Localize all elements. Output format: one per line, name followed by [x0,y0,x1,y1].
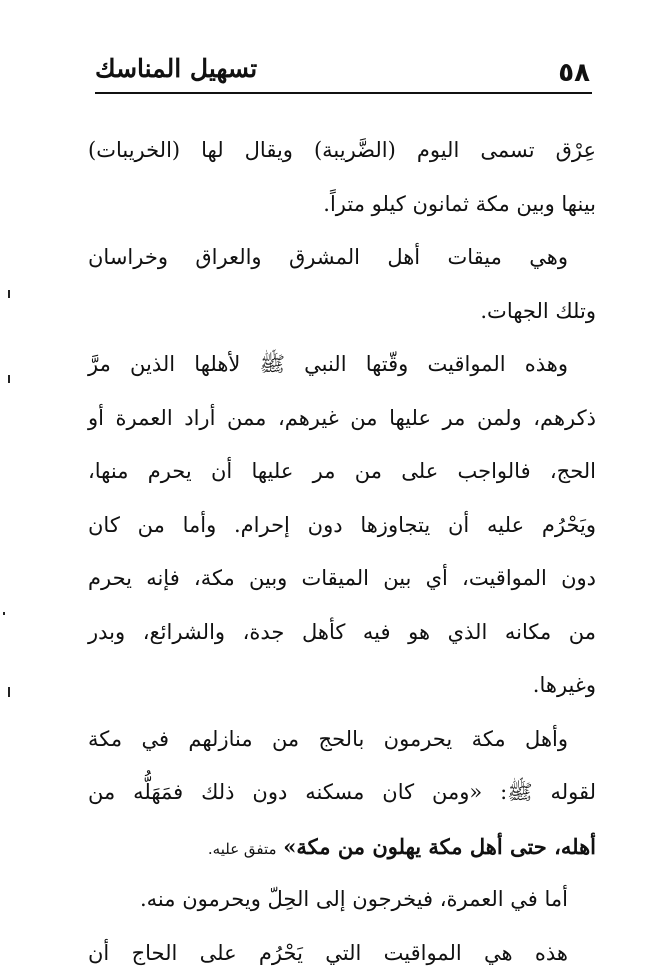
text-line: هذه هي المواقيت التي يَحْرُم على الحاج أن [88,927,596,980]
text-line: وتلك الجهات. [88,285,596,339]
text-line: وهذه المواقيت وقّتها النبي ﷺ لأهلها الذين مرَّ [88,338,596,392]
text-line: لقوله ﷺ: «ومن كان مسكنه دون ذلك فمَهَلُّه من [88,766,596,820]
text-line: من مكانه الذي هو فيه كأهل جدة، والشرائع، وبدر [88,606,596,660]
text-line: أما في العمرة، فيخرجون إلى الحِلّ ويحرمون منه. [88,873,596,927]
margin-scan-mark [8,375,10,383]
margin-scan-mark [8,290,10,298]
text-line: بينها وبين مكة ثمانون كيلو متراً. [88,178,596,232]
page-number: ٥٨ [558,58,590,88]
text-line: ويَحْرُم عليه أن يتجاوزها دون إحرام. وأما من كان [88,499,596,553]
text-line: الحج، فالواجب على من مر عليها أن يحرم منها، [88,445,596,499]
text-line: ذكرهم، ولمن مر عليها من غيرهم، ممن أراد العمرة أو [88,392,596,446]
body-text [88,124,596,980]
margin-scan-mark [3,612,5,615]
text-line: دون المواقيت، أي بين الميقات وبين مكة، فإنه يحرم [88,552,596,606]
text-line-quote [88,820,596,874]
header-rule [95,92,592,94]
hadith-source-note: متفق عليه. [208,840,277,858]
text-line: وأهل مكة يحرمون بالحج من منازلهم في مكة [88,713,596,767]
hadith-quote: أهله، حتى أهل مكة يهلون من مكة» [283,834,596,859]
text-line: عِرْق تسمى اليوم (الضَّريبة) ويقال لها (الخريبات) [88,124,596,178]
text-line: وغيرها. [88,659,596,713]
running-title: تسهيل المناسك [95,52,257,86]
text-line: وهي ميقات أهل المشرق والعراق وخراسان [88,231,596,285]
page-header [95,52,592,94]
margin-scan-mark [8,687,10,697]
